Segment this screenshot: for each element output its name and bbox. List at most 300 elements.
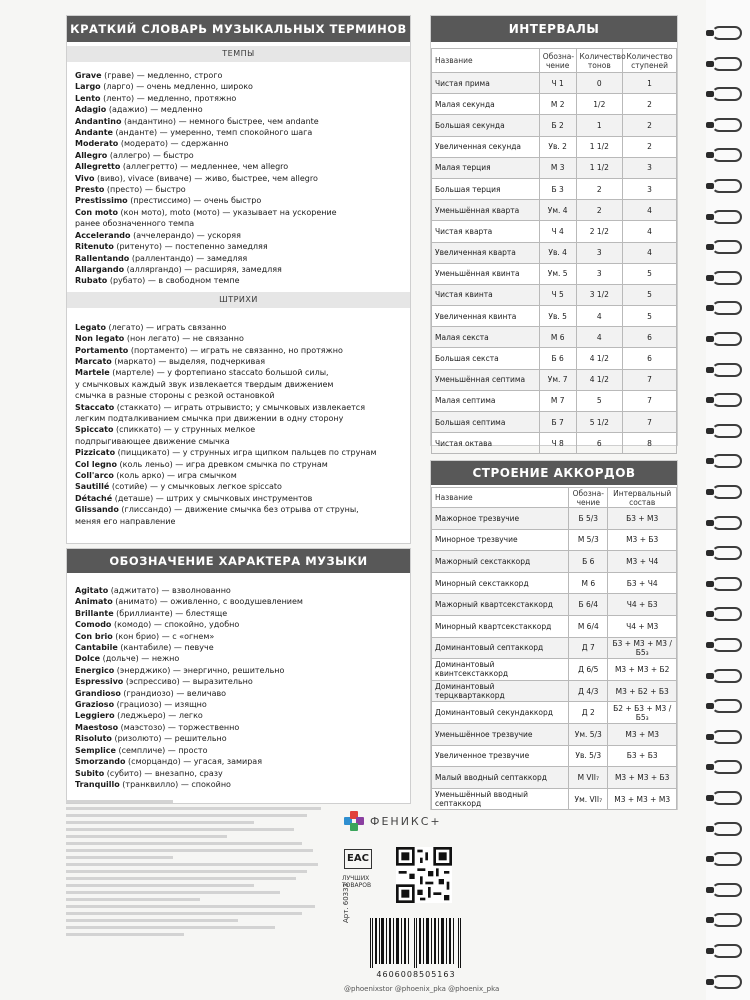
chord-symbol: Б 6/4 — [569, 594, 608, 616]
chord-name: Доминантовый секундаккорд — [432, 702, 569, 724]
interval-symbol: М 7 — [539, 390, 576, 411]
binding-ring — [712, 730, 742, 744]
chord-name: Мажорное трезвучие — [432, 508, 569, 530]
chords-title: СТРОЕНИЕ АККОРДОВ — [431, 461, 677, 485]
term-entry — [75, 699, 402, 710]
term-entry — [75, 70, 402, 81]
interval-tones: 2 — [576, 200, 623, 221]
term-description: (энерджико) — энергично, решительно — [114, 665, 285, 675]
term-entry — [75, 356, 402, 367]
interval-symbol: Ч 8 — [539, 433, 576, 454]
table-row — [432, 412, 677, 433]
term-entry — [75, 173, 402, 184]
term-word: Allegretto — [75, 162, 121, 172]
interval-symbol: Б 6 — [539, 348, 576, 369]
term-description: (леджьеро) — легко — [114, 711, 203, 721]
term-word: Tranquillo — [75, 779, 120, 789]
table-row — [432, 178, 677, 199]
term-description: (виво), vivace (виваче) — живо, быстрее, чем allegro — [94, 173, 318, 183]
term-entry — [75, 345, 402, 356]
term-description: (кон брио) — с «огнем» — [112, 631, 215, 641]
table-row — [432, 369, 677, 390]
chords-panel — [430, 460, 678, 810]
term-description: (андантe) — умеренно, темп спокойного шага — [112, 128, 313, 138]
term-description: подпрыгивающее движение смычка — [75, 436, 230, 446]
interval-steps: 5 — [623, 263, 677, 284]
intervals-panel — [430, 15, 678, 446]
chord-name: Минорный секстаккорд — [432, 572, 569, 594]
term-word: Animato — [75, 597, 113, 607]
term-entry — [75, 436, 402, 447]
interval-name: Увеличенная квинта — [432, 306, 540, 327]
term-word: Largo — [75, 82, 101, 92]
term-description: (граве) — медленно, строго — [101, 71, 223, 80]
term-entry — [75, 367, 402, 378]
term-entry — [75, 104, 402, 115]
chord-name: Доминантовый септаккорд — [432, 637, 569, 659]
interval-tones: 4 — [576, 327, 623, 348]
intervals-header-tones: Количество тонов — [576, 49, 623, 73]
chord-symbol: М 6 — [569, 572, 608, 594]
term-description: (спиккато) — у струнных мелкое — [113, 425, 256, 435]
term-description: (коль арко) — игра смычком — [113, 471, 237, 480]
term-description: ранее обозначенного темпа — [75, 219, 195, 229]
term-word: Martele — [75, 368, 110, 378]
chord-symbol: Ум. VII₇ — [569, 788, 608, 810]
chord-symbol: Д 6/5 — [569, 659, 608, 681]
chord-composition: М3 + М3 — [608, 723, 677, 745]
interval-tones: 5 1/2 — [576, 412, 623, 433]
chord-name: Уменьшённое трезвучие — [432, 723, 569, 745]
interval-name: Малая терция — [432, 157, 540, 178]
interval-tones: 2 1/2 — [576, 221, 623, 242]
table-row — [432, 615, 677, 637]
binding-ring — [712, 179, 742, 193]
table-row — [432, 433, 677, 454]
term-description: (транквилло) — спокойно — [119, 779, 231, 789]
quality-badge: ЛУЧШИХ ТОВАРОВ — [342, 875, 372, 889]
social-handles: @phoenixstor @phoenix_pka @phoenix_pka — [344, 985, 500, 993]
chord-symbol: Б 6 — [569, 551, 608, 573]
binding-ring — [712, 454, 742, 468]
term-entry — [75, 424, 402, 435]
barcode — [368, 918, 464, 968]
interval-steps: 3 — [623, 157, 677, 178]
interval-name: Малая секунда — [432, 94, 540, 115]
interval-name: Уменьшённая квинта — [432, 263, 540, 284]
chord-composition: М3 + Б3 — [608, 529, 677, 551]
term-description: (коль леньо) — игра древком смычка по струнам — [116, 459, 328, 469]
interval-symbol: Ув. 2 — [539, 136, 576, 157]
interval-steps: 7 — [623, 369, 677, 390]
binding-ring — [712, 57, 742, 71]
term-entry — [75, 733, 402, 744]
chord-symbol: Ум. 5/3 — [569, 723, 608, 745]
interval-name: Чистая квинта — [432, 284, 540, 305]
binding-ring — [712, 240, 742, 254]
term-word: Adagio — [75, 105, 107, 115]
binding-ring — [712, 852, 742, 866]
term-description: (адажио) — медленно — [106, 105, 203, 115]
term-description: (кон мото), moto (мото) — указывает на ускорение — [118, 207, 337, 217]
table-row — [432, 200, 677, 221]
term-entry — [75, 756, 402, 767]
table-row — [432, 115, 677, 136]
term-description: (андантино) — немного быстрее, чем andante — [121, 116, 319, 126]
term-entry — [75, 241, 402, 252]
interval-name: Увеличенная кварта — [432, 242, 540, 263]
intervals-title: ИНТЕРВАЛЫ — [431, 16, 677, 42]
interval-symbol: Ув. 4 — [539, 242, 576, 263]
term-description: (престо) — быстро — [104, 185, 186, 195]
table-row — [432, 745, 677, 767]
term-description: (нон легато) — не связанно — [124, 334, 244, 344]
term-description: (аччелерандо) — ускоряя — [130, 230, 241, 240]
interval-symbol: Б 7 — [539, 412, 576, 433]
term-entry — [75, 150, 402, 161]
interval-steps: 7 — [623, 412, 677, 433]
term-description: (мартеле) — у фортепиано staccato большой силы, — [109, 368, 329, 378]
qr-code — [396, 847, 452, 903]
term-word: Portamento — [75, 345, 129, 355]
term-word: Sautillé — [75, 482, 110, 492]
tempos-list — [67, 62, 410, 291]
term-description: (престиссимо) — очень быстро — [127, 196, 262, 206]
term-word: Allegro — [75, 150, 108, 160]
binding-ring — [712, 669, 742, 683]
chord-name: Доминантовый квинтсекстаккорд — [432, 659, 569, 681]
term-description: (аллегретто) — медленнее, чем allegro — [120, 162, 289, 172]
interval-tones: 1 1/2 — [576, 157, 623, 178]
term-description: у смычковых каждый звук извлекается твердым движением — [75, 379, 334, 389]
table-row — [432, 284, 677, 305]
interval-steps: 2 — [623, 115, 677, 136]
term-word: Moderato — [75, 139, 119, 149]
term-entry — [75, 481, 402, 492]
intervals-header-symbol: Обозна-чение — [539, 49, 576, 73]
interval-symbol: Б 2 — [539, 115, 576, 136]
table-row — [432, 529, 677, 551]
term-word: Marcato — [75, 356, 112, 366]
term-entry — [75, 275, 402, 286]
term-word: Prestissimo — [75, 196, 128, 206]
interval-symbol: Ум. 7 — [539, 369, 576, 390]
term-word: Brillante — [75, 608, 114, 618]
dictionary-title: КРАТКИЙ СЛОВАРЬ МУЗЫКАЛЬНЫХ ТЕРМИНОВ — [67, 16, 410, 42]
interval-tones: 1 1/2 — [576, 136, 623, 157]
term-word: Staccato — [75, 402, 115, 412]
binding-ring — [712, 87, 742, 101]
interval-name: Большая секунда — [432, 115, 540, 136]
binding-ring — [712, 638, 742, 652]
term-entry — [75, 379, 402, 390]
interval-symbol: Ум. 5 — [539, 263, 576, 284]
publisher-logo — [344, 811, 442, 831]
interval-tones: 0 — [576, 73, 623, 94]
chord-symbol: Д 7 — [569, 637, 608, 659]
term-description: (субито) — внезапно, сразу — [104, 768, 223, 778]
interval-name: Увеличенная секунда — [432, 136, 540, 157]
interval-symbol: М 3 — [539, 157, 576, 178]
term-word: Con brio — [75, 631, 113, 641]
dictionary-panel — [66, 15, 411, 544]
table-row — [432, 221, 677, 242]
interval-steps: 7 — [623, 390, 677, 411]
binding-ring — [712, 485, 742, 499]
interval-steps: 8 — [623, 433, 677, 454]
term-description: (портаменто) — играть не связанно, но протяжно — [128, 345, 343, 355]
term-entry — [75, 779, 402, 790]
term-word: Glissando — [75, 505, 119, 515]
term-entry — [75, 688, 402, 699]
term-word: Détaché — [75, 493, 113, 503]
term-word: Risoluto — [75, 734, 112, 744]
term-description: (раллентандо) — замедляя — [129, 253, 248, 263]
term-entry — [75, 127, 402, 138]
term-entry — [75, 184, 402, 195]
chord-composition: Ч4 + М3 — [608, 615, 677, 637]
term-description: (ризолюто) — решительно — [111, 734, 227, 744]
term-entry — [75, 230, 402, 241]
term-description: (семпличе) — просто — [115, 745, 208, 755]
term-description: (ритенуто) — постепенно замедляя — [113, 242, 268, 252]
table-row — [432, 637, 677, 659]
barcode-digits: 4606008505163 — [376, 970, 456, 979]
term-entry — [75, 81, 402, 92]
chord-symbol: М 6/4 — [569, 615, 608, 637]
term-entry — [75, 676, 402, 687]
term-description: (ларго) — очень медленно, широко — [100, 82, 253, 92]
term-entry — [75, 413, 402, 424]
binding-ring — [712, 883, 742, 897]
table-row — [432, 390, 677, 411]
term-word: Allargando — [75, 264, 125, 274]
term-entry — [75, 402, 402, 413]
term-entry — [75, 722, 402, 733]
chord-composition: Б3 + Б3 — [608, 745, 677, 767]
publisher-name: ФЕНИКС+ — [370, 814, 442, 828]
interval-symbol: Ч 4 — [539, 221, 576, 242]
term-word: Andantino — [75, 116, 122, 126]
term-entry — [75, 93, 402, 104]
term-description: (аллегро) — быстро — [107, 150, 194, 160]
interval-steps: 2 — [623, 136, 677, 157]
intervals-header-steps: Количество ступеней — [623, 49, 677, 73]
binding-ring — [712, 791, 742, 805]
chord-name: Минорное трезвучие — [432, 529, 569, 551]
term-entry — [75, 470, 402, 481]
term-entry — [75, 504, 402, 515]
binding-ring — [712, 546, 742, 560]
interval-steps: 6 — [623, 348, 677, 369]
chords-table — [431, 487, 677, 810]
term-description: легким подталкиванием смычка при движении в одну сторону — [75, 413, 344, 423]
table-row — [432, 702, 677, 724]
strokes-list — [67, 308, 410, 531]
interval-symbol: Ум. 4 — [539, 200, 576, 221]
term-description: (модерато) — сдержанно — [118, 139, 229, 149]
publisher-fine-print — [66, 800, 334, 996]
term-entry — [75, 322, 402, 333]
chord-composition: Ч4 + Б3 — [608, 594, 677, 616]
table-row — [432, 348, 677, 369]
publisher-block — [338, 805, 668, 995]
table-row — [432, 594, 677, 616]
binding-ring — [712, 516, 742, 530]
chord-composition: М3 + Б2 + Б3 — [608, 680, 677, 702]
chord-name: Увеличенное трезвучие — [432, 745, 569, 767]
character-list — [67, 573, 410, 794]
term-word: Maestoso — [75, 722, 119, 732]
term-entry — [75, 459, 402, 470]
table-row — [432, 551, 677, 573]
binding-ring — [712, 210, 742, 224]
term-word: Grazioso — [75, 700, 115, 710]
binding-ring — [712, 332, 742, 346]
character-title: ОБОЗНАЧЕНИЕ ХАРАКТЕРА МУЗЫКИ — [67, 549, 410, 573]
term-entry — [75, 253, 402, 264]
term-description: смычка в разные стороны с резкой остановкой — [75, 391, 275, 401]
binding-ring — [712, 271, 742, 285]
chord-composition: М3 + Ч4 — [608, 551, 677, 573]
eac-mark: EAC — [344, 849, 372, 869]
interval-name: Большая септима — [432, 412, 540, 433]
table-row — [432, 572, 677, 594]
binding-ring — [712, 822, 742, 836]
interval-tones: 4 1/2 — [576, 348, 623, 369]
term-word: Rubato — [75, 276, 108, 286]
interval-symbol: Ч 5 — [539, 284, 576, 305]
interval-name: Чистая прима — [432, 73, 540, 94]
term-entry — [75, 493, 402, 504]
term-entry — [75, 138, 402, 149]
term-entry — [75, 653, 402, 664]
interval-steps: 4 — [623, 242, 677, 263]
interval-tones: 3 1/2 — [576, 284, 623, 305]
chord-symbol: М VII₇ — [569, 767, 608, 789]
interval-name: Чистая октава — [432, 433, 540, 454]
interval-name: Уменьшённая кварта — [432, 200, 540, 221]
interval-name: Большая секста — [432, 348, 540, 369]
binding-ring — [712, 760, 742, 774]
term-entry — [75, 116, 402, 127]
chord-composition: Б2 + Б3 + М3 / Б5₃ — [608, 702, 677, 724]
interval-symbol: М 2 — [539, 94, 576, 115]
chord-composition: Б3 + М3 + М3 / Б5₃ — [608, 637, 677, 659]
table-row — [432, 73, 677, 94]
chord-name: Уменьшённый вводный септаккорд — [432, 788, 569, 810]
intervals-table — [431, 48, 677, 454]
binding-ring — [712, 699, 742, 713]
binding-ring — [712, 118, 742, 132]
term-word: Vivo — [75, 173, 95, 183]
term-word: Subito — [75, 768, 105, 778]
interval-tones: 1 — [576, 115, 623, 136]
chord-symbol: Д 2 — [569, 702, 608, 724]
binding-ring — [712, 26, 742, 40]
term-description: (деташе) — штрих у смычковых инструментов — [112, 493, 313, 503]
chords-header-symbol: Обозна-чение — [569, 488, 608, 508]
chord-name: Мажорный квартсекстаккорд — [432, 594, 569, 616]
interval-steps: 2 — [623, 94, 677, 115]
interval-tones: 6 — [576, 433, 623, 454]
interval-steps: 4 — [623, 221, 677, 242]
term-word: Accelerando — [75, 230, 131, 240]
interval-steps: 3 — [623, 178, 677, 199]
term-word: Non legato — [75, 334, 125, 344]
binding-ring — [712, 393, 742, 407]
term-description: (дольче) — нежно — [100, 654, 180, 664]
table-row — [432, 136, 677, 157]
chords-header-composition: Интервальный состав — [608, 488, 677, 508]
chord-composition: Б3 + Ч4 — [608, 572, 677, 594]
binding-ring — [712, 607, 742, 621]
chord-name: Доминантовый терцквартаккорд — [432, 680, 569, 702]
chord-composition: М3 + М3 + Б2 — [608, 659, 677, 681]
chord-name: Минорный квартсекстаккорд — [432, 615, 569, 637]
chord-symbol: М 5/3 — [569, 529, 608, 551]
term-description: (маэстозо) — торжественно — [118, 722, 240, 732]
binding-ring — [712, 577, 742, 591]
term-description: (грациозо) — изящно — [114, 700, 207, 710]
term-word: Lento — [75, 93, 101, 103]
interval-symbol: Ч 1 — [539, 73, 576, 94]
table-row — [432, 263, 677, 284]
term-entry — [75, 195, 402, 206]
term-description: (глиссандо) — движение смычка без отрыва от струны, — [118, 505, 359, 515]
binding-ring — [712, 913, 742, 927]
term-entry — [75, 161, 402, 172]
term-description: (грандиозо) — величаво — [120, 688, 227, 698]
table-row — [432, 680, 677, 702]
term-entry — [75, 665, 402, 676]
chord-composition: М3 + М3 + Б3 — [608, 767, 677, 789]
interval-tones: 5 — [576, 390, 623, 411]
term-word: Espressivo — [75, 677, 124, 687]
term-description: (рубато) — в свободном темпе — [107, 276, 240, 286]
term-description: (анимато) — оживленно, с воодушевлением — [112, 597, 303, 607]
interval-symbol: Б 3 — [539, 178, 576, 199]
term-entry — [75, 631, 402, 642]
intervals-header-name: Название — [432, 49, 540, 73]
interval-tones: 4 1/2 — [576, 369, 623, 390]
term-word: Cantabile — [75, 643, 118, 653]
term-description: (сотийе) — у смычковых легкое spiccato — [109, 482, 282, 492]
chord-symbol: Ув. 5/3 — [569, 745, 608, 767]
chord-symbol: Д 4/3 — [569, 680, 608, 702]
strokes-heading: ШТРИХИ — [67, 292, 410, 308]
term-word: Grave — [75, 71, 102, 80]
binding-ring — [712, 301, 742, 315]
term-description: меняя его направление — [75, 516, 176, 526]
term-word: Rallentando — [75, 253, 130, 263]
table-row — [432, 659, 677, 681]
chord-composition: М3 + М3 + М3 — [608, 788, 677, 810]
term-entry — [75, 642, 402, 653]
interval-steps: 5 — [623, 284, 677, 305]
term-word: Legato — [75, 322, 106, 332]
term-entry — [75, 710, 402, 721]
term-description: (маркато) — выделяя, подчеркивая — [111, 356, 266, 366]
term-word: Coll'arco — [75, 471, 114, 480]
binding-ring — [712, 424, 742, 438]
interval-tones: 3 — [576, 263, 623, 284]
term-entry — [75, 745, 402, 756]
term-entry — [75, 390, 402, 401]
term-description: (эспрессиво) — выразительно — [123, 677, 253, 687]
interval-tones: 4 — [576, 306, 623, 327]
table-row — [432, 723, 677, 745]
